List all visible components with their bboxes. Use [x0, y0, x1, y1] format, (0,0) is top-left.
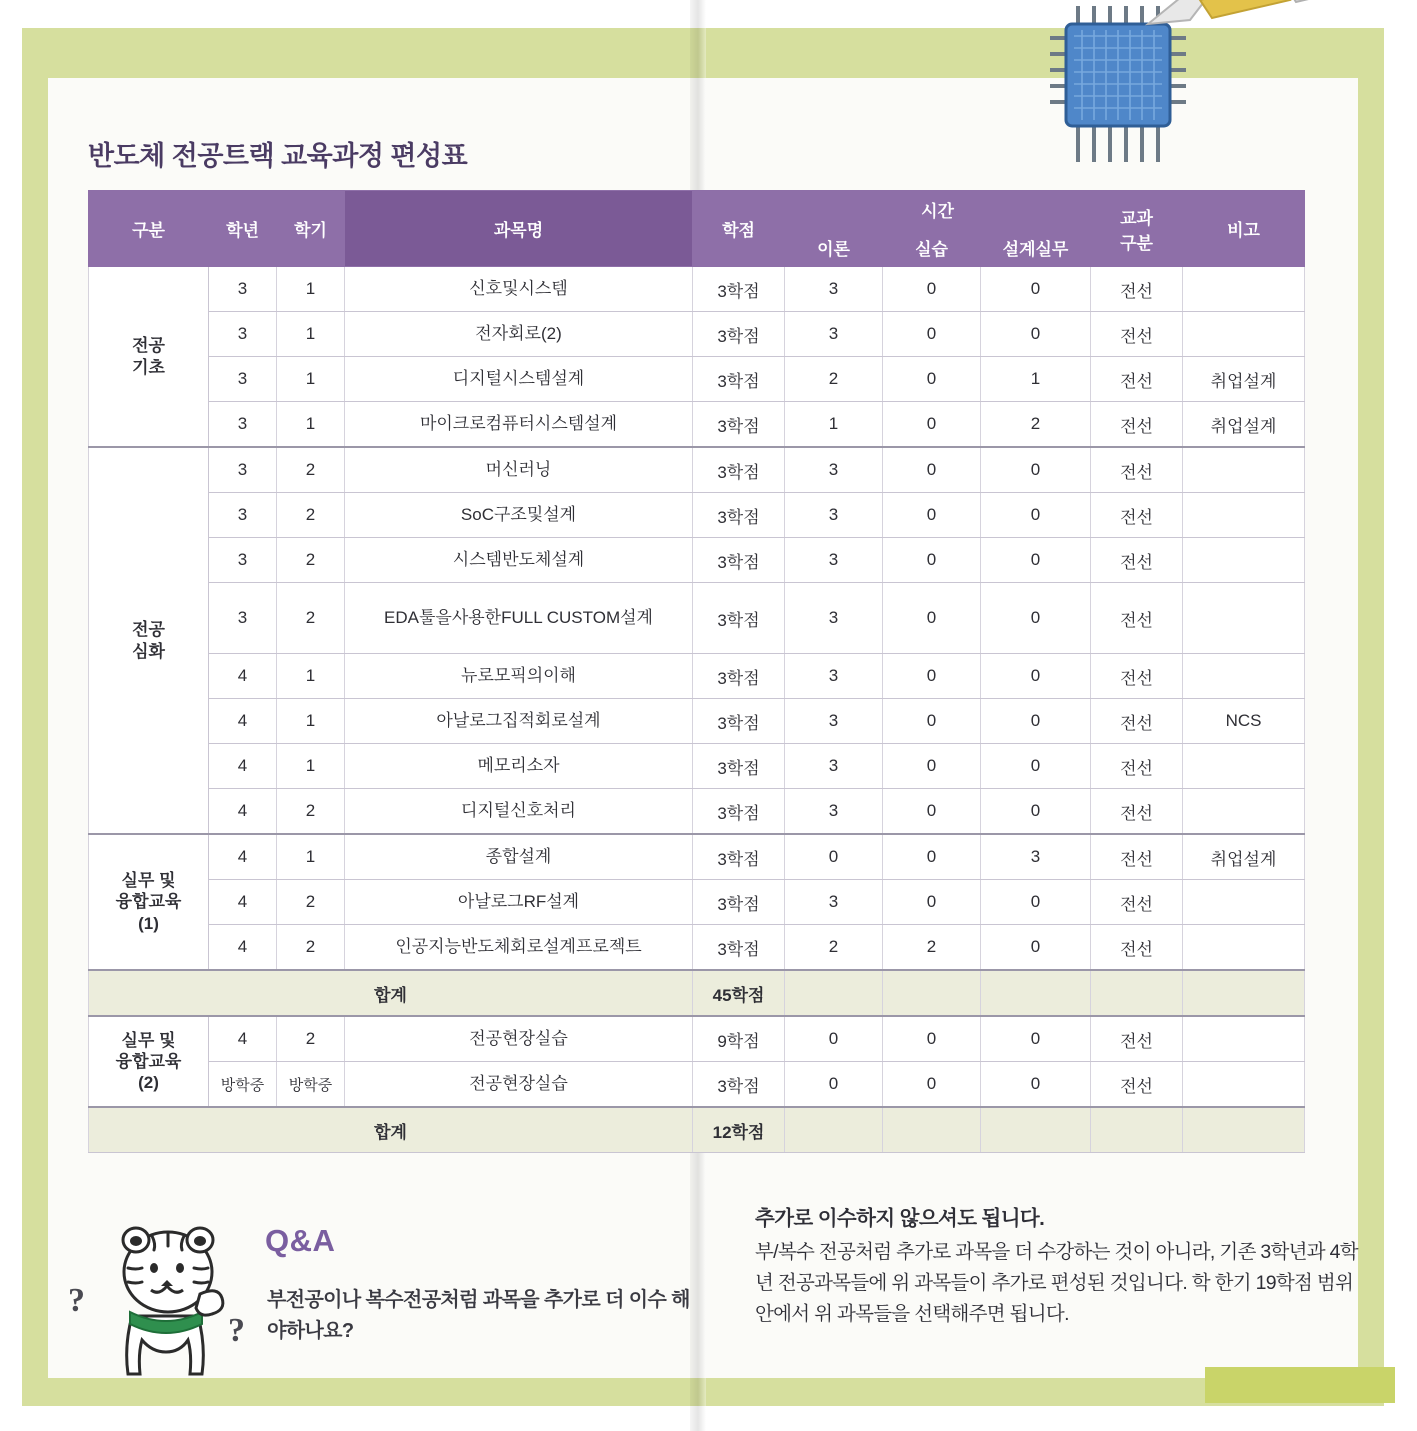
group-label-line2: 융합교육 [115, 1051, 182, 1071]
cell-category: 전선 [1091, 654, 1183, 699]
cell-credit: 3학점 [693, 267, 785, 312]
sum-credit: 45학점 [693, 970, 785, 1016]
cell-practice: 0 [883, 267, 981, 312]
cell-practice: 0 [883, 744, 981, 789]
table-row [89, 880, 1305, 925]
sum-category [1091, 970, 1183, 1016]
group-label-line1: 실무 및 [121, 1030, 176, 1050]
cell-term: 방학중 [277, 1062, 345, 1108]
sum-practice [883, 970, 981, 1016]
cell-category: 전선 [1091, 744, 1183, 789]
cell-subject: 전공현장실습 [345, 1016, 693, 1062]
sum-row-1 [89, 970, 1305, 1016]
cell-subject: 종합설계 [345, 834, 693, 880]
cell-credit: 3학점 [693, 789, 785, 835]
table-row [89, 402, 1305, 448]
cell-theory: 3 [785, 267, 883, 312]
header-credit: 학점 [693, 191, 785, 267]
sum-theory [785, 970, 883, 1016]
cell-category: 전선 [1091, 789, 1183, 835]
header-note: 비고 [1183, 191, 1305, 267]
cell-category: 전선 [1091, 447, 1183, 493]
sum-design [981, 1107, 1091, 1153]
cell-subject: EDA툴을사용한FULL CUSTOM설계 [345, 583, 693, 654]
cell-credit: 3학점 [693, 493, 785, 538]
cell-subject: 디지털신호처리 [345, 789, 693, 835]
cell-practice: 2 [883, 925, 981, 971]
header-theory: 이론 [785, 229, 883, 267]
cell-design: 0 [981, 699, 1091, 744]
cell-practice: 0 [883, 493, 981, 538]
chip-illustration [1040, 0, 1410, 184]
cell-design: 0 [981, 493, 1091, 538]
table-row [89, 447, 1305, 493]
cell-practice: 0 [883, 1016, 981, 1062]
cell-year: 3 [209, 583, 277, 654]
cell-term: 1 [277, 267, 345, 312]
cell-year: 4 [209, 654, 277, 699]
cell-note: 취업설계 [1183, 834, 1305, 880]
cell-note [1183, 1062, 1305, 1108]
cell-category: 전선 [1091, 1016, 1183, 1062]
question-mark-left: ? [68, 1282, 85, 1319]
cell-term: 1 [277, 834, 345, 880]
cell-credit: 3학점 [693, 834, 785, 880]
cell-year: 3 [209, 402, 277, 448]
cell-practice: 0 [883, 583, 981, 654]
cell-term: 2 [277, 583, 345, 654]
cell-design: 3 [981, 834, 1091, 880]
cell-subject: 머신러닝 [345, 447, 693, 493]
cell-subject: 뉴로모픽의이해 [345, 654, 693, 699]
cell-design: 0 [981, 267, 1091, 312]
group-label-line2: 기초 [132, 357, 165, 377]
cell-design: 0 [981, 925, 1091, 971]
cell-note [1183, 267, 1305, 312]
cell-credit: 3학점 [693, 1062, 785, 1108]
cell-year: 4 [209, 1016, 277, 1062]
cell-credit: 3학점 [693, 880, 785, 925]
cell-theory: 3 [785, 654, 883, 699]
table-row [89, 834, 1305, 880]
cell-practice: 0 [883, 699, 981, 744]
cell-theory: 3 [785, 312, 883, 357]
group-label-line1: 전공 [132, 336, 165, 356]
cell-category: 전선 [1091, 538, 1183, 583]
cell-year: 3 [209, 357, 277, 402]
cell-term: 2 [277, 880, 345, 925]
cell-theory: 3 [785, 583, 883, 654]
header-hours: 시간 [785, 191, 1091, 229]
cell-note [1183, 925, 1305, 971]
cell-category: 전선 [1091, 267, 1183, 312]
group-label-line3: (1) [138, 913, 159, 933]
cell-design: 0 [981, 447, 1091, 493]
table-row [89, 744, 1305, 789]
cell-note [1183, 1016, 1305, 1062]
cell-note: 취업설계 [1183, 402, 1305, 448]
cell-term: 2 [277, 1016, 345, 1062]
group-label-line1: 실무 및 [121, 871, 176, 891]
cell-design: 2 [981, 402, 1091, 448]
cell-practice: 0 [883, 402, 981, 448]
sum-design [981, 970, 1091, 1016]
cell-design: 0 [981, 538, 1091, 583]
qa-section [68, 1195, 1358, 1395]
cell-category: 전선 [1091, 583, 1183, 654]
cell-note [1183, 744, 1305, 789]
cell-credit: 3학점 [693, 402, 785, 448]
cell-category: 전선 [1091, 925, 1183, 971]
cell-note [1183, 583, 1305, 654]
cell-note [1183, 312, 1305, 357]
cell-term: 1 [277, 312, 345, 357]
group-label-line1: 전공 [132, 620, 165, 640]
cell-design: 1 [981, 357, 1091, 402]
cell-year: 3 [209, 312, 277, 357]
table-row [89, 699, 1305, 744]
cell-theory: 3 [785, 744, 883, 789]
cell-term: 2 [277, 538, 345, 583]
cell-category: 전선 [1091, 312, 1183, 357]
sum-theory [785, 1107, 883, 1153]
table-row [89, 267, 1305, 312]
cell-design: 0 [981, 583, 1091, 654]
cell-term: 2 [277, 493, 345, 538]
cell-note [1183, 789, 1305, 835]
cell-design: 0 [981, 744, 1091, 789]
cell-category: 전선 [1091, 880, 1183, 925]
cell-year: 4 [209, 789, 277, 835]
group-label-major-advanced [89, 447, 209, 834]
question-mark-right: ? [228, 1312, 245, 1349]
group-label-line2: 심화 [132, 641, 165, 661]
cell-year: 4 [209, 925, 277, 971]
cell-subject: 시스템반도체설계 [345, 538, 693, 583]
cell-year: 방학중 [209, 1062, 277, 1108]
cell-practice: 0 [883, 312, 981, 357]
cell-category: 전선 [1091, 357, 1183, 402]
cell-practice: 0 [883, 1062, 981, 1108]
table-row [89, 312, 1305, 357]
cell-practice: 0 [883, 880, 981, 925]
cell-subject: 아날로그집적회로설계 [345, 699, 693, 744]
sum-row-2 [89, 1107, 1305, 1153]
cell-year: 3 [209, 538, 277, 583]
cell-credit: 3학점 [693, 654, 785, 699]
header-category [1091, 191, 1183, 267]
cell-category: 전선 [1091, 699, 1183, 744]
cell-term: 1 [277, 699, 345, 744]
cell-credit: 3학점 [693, 925, 785, 971]
cell-design: 0 [981, 1016, 1091, 1062]
cell-category: 전선 [1091, 1062, 1183, 1108]
header-year: 학년 [209, 191, 277, 267]
cell-credit: 9학점 [693, 1016, 785, 1062]
table-row [89, 357, 1305, 402]
cell-term: 1 [277, 357, 345, 402]
cell-subject: 디지털시스템설계 [345, 357, 693, 402]
table-row [89, 789, 1305, 835]
cell-design: 0 [981, 880, 1091, 925]
cell-term: 2 [277, 925, 345, 971]
cell-practice: 0 [883, 538, 981, 583]
sum-practice [883, 1107, 981, 1153]
cell-year: 4 [209, 699, 277, 744]
cell-theory: 1 [785, 402, 883, 448]
cell-practice: 0 [883, 654, 981, 699]
header-practice: 실습 [883, 229, 981, 267]
header-term: 학기 [277, 191, 345, 267]
page-title: 반도체 전공트랙 교육과정 편성표 [88, 141, 468, 171]
group-label-line2: 융합교육 [115, 892, 182, 912]
cell-theory: 2 [785, 357, 883, 402]
cell-year: 4 [209, 834, 277, 880]
tweezers-icon [1148, 0, 1380, 24]
cell-theory: 0 [785, 834, 883, 880]
cell-category: 전선 [1091, 402, 1183, 448]
sum-label: 합계 [89, 970, 693, 1016]
cell-year: 3 [209, 267, 277, 312]
cell-credit: 3학점 [693, 357, 785, 402]
qa-question-text: 부전공이나 복수전공처럼 과목을 추가로 더 이수 해야하나요? [267, 1289, 690, 1342]
group-label-line3: (2) [138, 1073, 159, 1093]
cell-theory: 0 [785, 1016, 883, 1062]
table-row [89, 1062, 1305, 1108]
header-group: 구분 [89, 191, 209, 267]
qa-heading: Q&A [265, 1223, 336, 1258]
cell-year: 4 [209, 744, 277, 789]
sum-label: 합계 [89, 1107, 693, 1153]
cell-term: 1 [277, 744, 345, 789]
cell-term: 2 [277, 447, 345, 493]
semiconductor-chip-icon [1040, 0, 1410, 184]
cell-category: 전선 [1091, 834, 1183, 880]
cell-design: 0 [981, 312, 1091, 357]
cell-note [1183, 493, 1305, 538]
cell-theory: 3 [785, 699, 883, 744]
header-subject: 과목명 [345, 191, 693, 267]
cell-credit: 3학점 [693, 744, 785, 789]
cell-theory: 3 [785, 493, 883, 538]
cell-subject: 마이크로컴퓨터시스템설계 [345, 402, 693, 448]
cell-credit: 3학점 [693, 583, 785, 654]
header-category-line1: 교과 [1120, 208, 1153, 228]
cell-note [1183, 447, 1305, 493]
tiger-mascot-icon [68, 1220, 250, 1385]
cell-subject: 아날로그RF설계 [345, 880, 693, 925]
cell-practice: 0 [883, 834, 981, 880]
table-row [89, 925, 1305, 971]
cell-note [1183, 880, 1305, 925]
cell-design: 0 [981, 654, 1091, 699]
sum-note [1183, 1107, 1305, 1153]
cell-subject: 신호및시스템 [345, 267, 693, 312]
cell-subject: 전공현장실습 [345, 1062, 693, 1108]
cell-theory: 2 [785, 925, 883, 971]
cell-credit: 3학점 [693, 447, 785, 493]
cell-subject: SoC구조및설계 [345, 493, 693, 538]
cell-subject: 전자회로(2) [345, 312, 693, 357]
cell-note: 취업설계 [1183, 357, 1305, 402]
cell-design: 0 [981, 789, 1091, 835]
sum-note [1183, 970, 1305, 1016]
cell-note: NCS [1183, 699, 1305, 744]
header-category-line2: 구분 [1120, 233, 1153, 253]
table-row [89, 1016, 1305, 1062]
sum-credit: 12학점 [693, 1107, 785, 1153]
curriculum-table [88, 190, 1305, 1153]
cell-theory: 3 [785, 447, 883, 493]
cell-theory: 3 [785, 538, 883, 583]
cell-practice: 0 [883, 789, 981, 835]
cell-design: 0 [981, 1062, 1091, 1108]
cell-subject: 메모리소자 [345, 744, 693, 789]
cell-term: 2 [277, 789, 345, 835]
header-design: 설계실무 [981, 229, 1091, 267]
cell-term: 1 [277, 402, 345, 448]
table-header-row-1 [89, 191, 1305, 229]
table-row [89, 538, 1305, 583]
cell-year: 4 [209, 880, 277, 925]
group-label-practice-2 [89, 1016, 209, 1107]
table-row [89, 493, 1305, 538]
qa-answer-body: 부/복수 전공처럼 추가로 과목을 더 수강하는 것이 아니라, 기존 3학년과 4학년 전공과목들에 위 과목들이 추가로 편성된 것입니다. 학 한기 19학점 범위 안에서 위 과목들을 선택해주면 됩니다. [755, 1241, 1358, 1326]
cell-term: 1 [277, 654, 345, 699]
cell-theory: 0 [785, 1062, 883, 1108]
cell-practice: 0 [883, 447, 981, 493]
cell-category: 전선 [1091, 493, 1183, 538]
qa-answer-title: 추가로 이수하지 않으셔도 됩니다. [755, 1207, 1045, 1230]
cell-theory: 3 [785, 789, 883, 835]
cell-credit: 3학점 [693, 699, 785, 744]
group-label-major-basic [89, 267, 209, 448]
cell-subject: 인공지능반도체회로설계프로젝트 [345, 925, 693, 971]
cell-theory: 3 [785, 880, 883, 925]
cell-note [1183, 654, 1305, 699]
group-label-practice-1 [89, 834, 209, 970]
table-row [89, 583, 1305, 654]
cell-practice: 0 [883, 357, 981, 402]
cell-credit: 3학점 [693, 538, 785, 583]
sum-category [1091, 1107, 1183, 1153]
cell-year: 3 [209, 447, 277, 493]
table-row [89, 654, 1305, 699]
cell-year: 3 [209, 493, 277, 538]
cell-credit: 3학점 [693, 312, 785, 357]
cell-note [1183, 538, 1305, 583]
